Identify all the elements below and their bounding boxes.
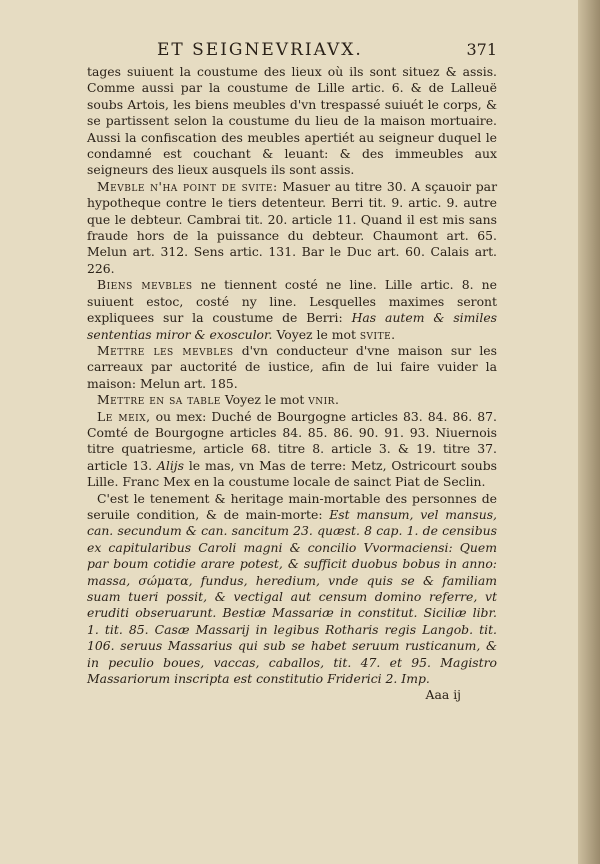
text-block	[87, 40, 497, 703]
paragraph-2	[87, 179, 497, 277]
entry-lead: Le meix,	[97, 408, 151, 424]
running-title: ET SEIGNEVRIAVX.	[157, 40, 363, 60]
entry-lead: Mettre les mevbles	[97, 342, 234, 358]
paragraph-1: tages suiuent la coustume des lieux où ils sont situez & assis. Comme aussi par la coustume de Lille artic. 6. & de Lalleuë soubs Artois, les biens meubles d'vn trespassé suiuét le corps, & se partissent selon la coustume du lieu de la maison mortuaire. Aussi la confiscation des meubles apertiét au seigneur duquel le condamné est couchant & leuant: & des immeubles aux seigneurs des lieux ausquels ils sont assis.	[87, 64, 497, 178]
paragraph-3	[87, 277, 497, 343]
latin-passage: Est mansum, vel mansus, can. secundum & can. sancitum 23. quæst. 8 cap. 1. de censibus ex capitularibus Caroli magni & concilio Vvormaciensi: Quem par boum cotidie arare potest, & sufficit duobus bobus in anno: massa, σώματα, fundus, heredium, vnde quis se & familiam suam tueri possit, & vectigal aut censum domino referre, vt eruditi obseruarunt. Bestiæ Massariæ in constitut. Siciliæ libr. 1. tit. 85. Casæ Massarij in legibus Rotharis regis Langob. tit. 106. seruus Massarius qui sub se habet seruum rusticanum, & in peculio boues, vaccas, caballos, tit. 47. et 95. Magistro Massariorum inscripta est constitutio Friderici 2. Imp.	[87, 506, 497, 687]
paragraph-5	[87, 392, 497, 408]
signature-mark: Aaa ij	[425, 687, 461, 703]
entry-lead: Mettre en sa table	[97, 392, 221, 408]
entry-tail: Voyez le mot	[272, 326, 360, 342]
entry-lead: Biens mevbles	[97, 277, 193, 293]
entry-body: Masuer au titre 30. A sçauoir par hypotheque contre le tiers detenteur. Berri tit. 9. artic. 9. autre que le debteur. Cambrai tit. 20. article 11. Quand il est mis sans fraude hors de la puissance du debteur. Chaumont art. 65. Melun art. 312. Sens artic. 131. Bar le Duc art. 60. Calais art. 226.	[87, 178, 497, 276]
entry-body: d'vn conducteur d'vne maison sur les carreaux par auctorité de iustice, afin de lui faire vuider la maison: Melun art. 185.	[87, 342, 497, 391]
entry-body: ou mex: Duché de Bourgogne articles 83. 84. 86. 87. Comté de Bourgogne articles 84. 85. 86. 90. 91. 93. Niuernois titre quatriesme, article 68. titre 8. article 3. & 19. titre 37. article 13.	[87, 408, 497, 473]
entry-lead: Mevble n'ha point de svite:	[97, 178, 278, 194]
running-header	[87, 40, 497, 60]
cross-reference: svite.	[359, 326, 396, 342]
paragraph-6	[87, 409, 497, 491]
entry-body: Voyez le mot	[220, 392, 309, 408]
cross-reference: vnir.	[308, 392, 340, 408]
paragraph-4	[87, 343, 497, 392]
page-gutter-shadow	[578, 0, 600, 864]
latin-word: Alijs	[156, 457, 184, 473]
entry-body: ne tiennent costé ne line. Lille artic. 8. ne suiuent estoc, costé ny line. Lesquelles maximes seront expliquees sur la coustume de Berri:	[87, 277, 497, 326]
entry-body: C'est le tenement & heritage main-mortable des personnes de seruile condition, & de main-morte:	[87, 490, 497, 522]
paragraph-7	[87, 491, 497, 688]
latin-quote: Has autem & similes sententias miror & exosculor.	[87, 310, 498, 342]
entry-tail: le mas, vn Mas de terre: Metz, Ostricourt soubs Lille. Franc Mex en la coustume locale de sainct Piat de Seclin.	[87, 457, 497, 490]
folio-number: 371	[466, 40, 497, 59]
